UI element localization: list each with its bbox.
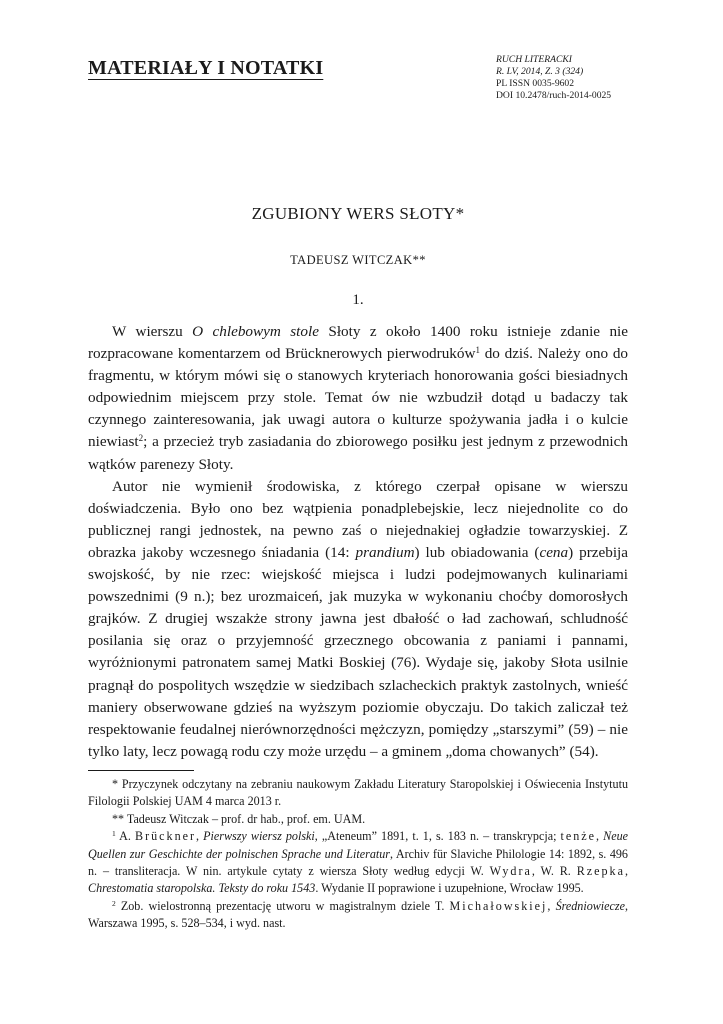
section-number: 1. bbox=[352, 292, 364, 308]
text-run: , W. R. bbox=[531, 864, 577, 879]
footnote-ref-2[interactable]: 2 bbox=[138, 433, 144, 444]
author-name: Michałowskiej bbox=[449, 898, 548, 913]
article-author: TADEUSZ WITCZAK** bbox=[290, 253, 426, 267]
text-run: ; a przecież tryb zasiadania do zbiorowego posiłku jest jednym z przewodnich wątków parenezy Słoty. bbox=[88, 433, 628, 473]
latin-term: cena bbox=[539, 543, 569, 561]
paragraph-1 bbox=[88, 321, 628, 476]
work-title: Średniowiecze bbox=[555, 898, 625, 913]
volume-info: R. LV, 2014, Z. 3 (324) bbox=[496, 66, 584, 77]
page bbox=[88, 0, 628, 1024]
text-run: , bbox=[624, 864, 628, 879]
text-run: do dziś. Należy ono do fragmentu, w którym mówi się o stanowych kryteriach honorowania gości biesiadnych odpowiednim miejscem przy stole. Temat ów nie wzbudził dotąd u badaczy tak czynnego zainteresowania, jak uwagi autora o kulturze spożywania jadła i o kulcie niewiast bbox=[88, 345, 629, 451]
text-run: , bbox=[196, 829, 204, 844]
paragraph-2 bbox=[88, 476, 628, 763]
text-run: , bbox=[547, 898, 556, 913]
journal-name: RUCH LITERACKI bbox=[496, 54, 572, 65]
footnote-divider bbox=[88, 770, 194, 771]
section-heading: MATERIAŁY I NOTATKI bbox=[88, 57, 324, 79]
issn: PL ISSN 0035-9602 bbox=[496, 78, 575, 89]
article-body bbox=[88, 321, 628, 763]
text-run: , „Ateneum” 1891, t. 1, s. 183 n. – transkrypcja; bbox=[314, 829, 561, 844]
text-run: W wierszu bbox=[112, 323, 193, 340]
text-run: Zob. wielostronną prezentację utworu w magistralnym dziele T. bbox=[120, 898, 450, 913]
footnote-double-star: ** Tadeusz Witczak – prof. dr hab., prof. em. UAM. bbox=[112, 811, 366, 826]
author-name: Wydra bbox=[489, 864, 532, 879]
doi: DOI 10.2478/ruch-2014-0025 bbox=[496, 90, 612, 101]
footnote-2 bbox=[88, 898, 628, 933]
journal-info bbox=[496, 54, 656, 102]
text-run: ) przebija swojskość, by nie rzec: wiejskość miejsca i ludzi podejmowanych kulinariami powszednimi (9 n.); bez urozmaiceń, jak muzyka w wykonaniu choćby domorosłych grajków. Z drugiej wszakże strony jawna jest dbałość o ład zachowań, schludność posilania się oraz o przyjemność grzecznego obcowania z paniami i pannami, wyróżnionymi patronatem samej Matki Boskiej (76). Wydaje się, jakoby Słota usilnie pragnął do pospolitych wszędzie w siedzibach szlacheckich praktyk zastolnych, wnieść maniery obserwowane gdzieś na wyższym poziomie obyczaju. Do takich zaliczał też respektowanie feudalnej nierównorzędności mężczyzn, pomiędzy „starszymi” (59) – nie tylko laty, lecz powagą rodu czy może urzędu – a gminem „doma chowanych” (54). bbox=[88, 543, 629, 760]
text-run: , Archiv für Slaviche Philologie 14: 1892, s. 496 n. – transliteracja. W nin. artykule cytaty z wiersza Słoty według edycji W. bbox=[88, 846, 628, 879]
author-name: tenże bbox=[560, 829, 597, 844]
footnote-ref-1[interactable]: 1 bbox=[475, 345, 480, 356]
latin-term: prandium bbox=[355, 543, 415, 561]
work-title: Chrestomatia staropolska. Teksty do roku 1543 bbox=[88, 881, 316, 896]
footnote-1 bbox=[88, 828, 628, 898]
text-run: Autor nie wymienił środowiska, z którego czerpał opisane w wierszu doświadczenia. Było ono bez wątpienia ponadplebejskie, lecz niejednolite co do publicznej rangi jednostek, na pewno zaś o niejednakiej ogładzie towarzyskiej. Z obrazka jakoby wczesnego śniadania (14: bbox=[88, 477, 628, 561]
footnote-star: * Przyczynek odczytany na zebraniu naukowym Zakładu Literatury Staropolskiej i Oświecenia Instytutu Filologii Polskiej UAM 4 marca 2013 r. bbox=[88, 777, 628, 809]
text-run: , bbox=[596, 829, 604, 844]
text-run: , Warszawa 1995, s. 528–534, i wyd. nast. bbox=[88, 898, 629, 931]
author-name: Brückner bbox=[135, 829, 197, 844]
footnotes bbox=[88, 776, 628, 933]
text-run: ) lub obiadowania ( bbox=[414, 543, 540, 561]
work-title: Pierwszy wiersz polski bbox=[203, 829, 315, 844]
article-title: ZGUBIONY WERS SŁOTY* bbox=[251, 204, 465, 223]
text-run: Słoty z około 1400 roku istnieje zdanie nie rozpracowane komentarzem od Brücknerowych pierwodruków bbox=[88, 323, 629, 363]
footnote-number: 2 bbox=[112, 898, 116, 908]
footnote-number: 1 bbox=[112, 829, 116, 839]
text-run: A. bbox=[119, 829, 136, 844]
text-run: . Wydanie II poprawione i uzupełnione, Wrocław 1995. bbox=[315, 881, 584, 896]
poem-title: O chlebowym stole bbox=[192, 323, 319, 340]
author-name: Rzepka bbox=[576, 864, 625, 879]
work-title: Neue Quellen zur Geschichte der polnischen Sprache und Literatur bbox=[88, 829, 628, 861]
